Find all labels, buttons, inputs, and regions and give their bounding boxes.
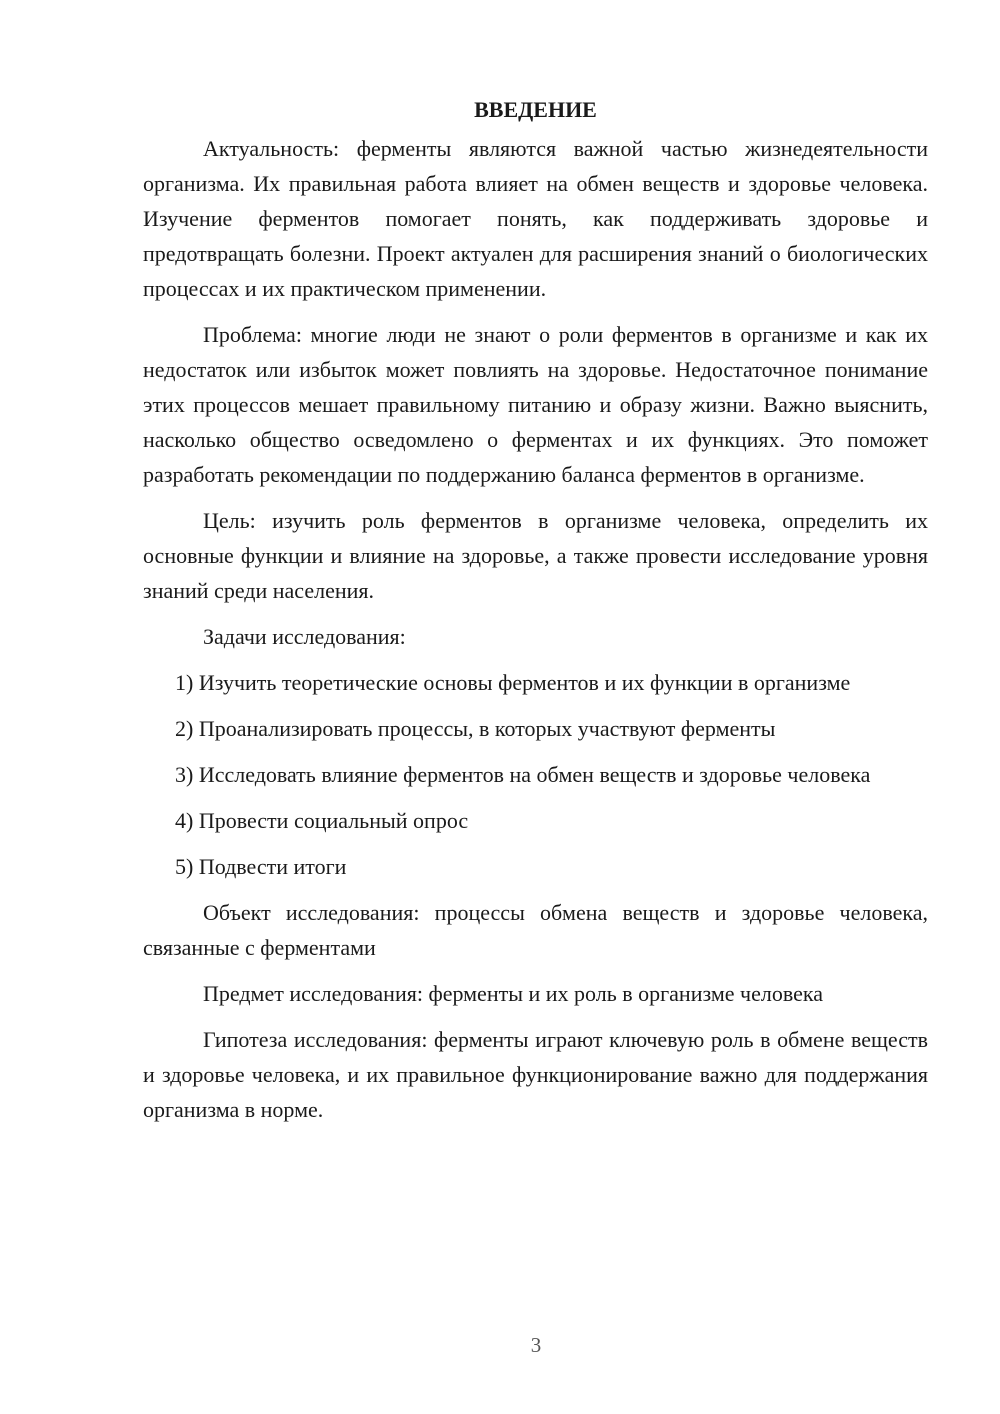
relevance-paragraph: Актуальность: ферменты являются важной частью жизнедеятельности организма. Их правильная работа влияет на обмен веществ и здоровье человека. Изучение ферментов помогает понять, как поддерживать здоровье и предотвращать болезни. Проект актуален для расширения знаний о биологических процессах и их практическом применении. <box>143 136 928 301</box>
tasks-heading: Задачи исследования: <box>203 624 406 649</box>
subject-paragraph: Предмет исследования: ферменты и их роль в организме человека <box>203 981 823 1006</box>
task-item-1: 1) Изучить теоретические основы ферментов и их функции в организме <box>175 670 851 695</box>
page-number: 3 <box>530 1333 542 1357</box>
problem-paragraph: Проблема: многие люди не знают о роли ферментов в организме и как их недостаток или избыток может повлиять на здоровье. Недостаточное понимание этих процессов мешает правильному питанию и образу жизни. Важно выяснить, насколько общество осведомлено о ферментах и их функциях. Это поможет разработать рекомендации по поддержанию баланса ферментов в организме. <box>143 322 928 487</box>
task-item-5: 5) Подвести итоги <box>175 854 347 879</box>
page-title: ВВЕДЕНИЕ <box>474 97 597 122</box>
goal-paragraph: Цель: изучить роль ферментов в организме человека, определить их основные функции и влияние на здоровье, а также провести исследование уровня знаний среди населения. <box>143 508 928 603</box>
task-item-2: 2) Проанализировать процессы, в которых участвуют ферменты <box>175 716 776 741</box>
object-paragraph: Объект исследования: процессы обмена веществ и здоровье человека, связанные с ферментами <box>143 900 928 960</box>
task-item-4: 4) Провести социальный опрос <box>175 808 469 833</box>
hypothesis-paragraph: Гипотеза исследования: ферменты играют ключевую роль в обмене веществ и здоровье человека, и их правильное функционирование важно для поддержания организма в норме. <box>143 1027 928 1122</box>
task-item-3: 3) Исследовать влияние ферментов на обмен веществ и здоровье человека <box>175 762 871 787</box>
document-page <box>143 92 928 1127</box>
